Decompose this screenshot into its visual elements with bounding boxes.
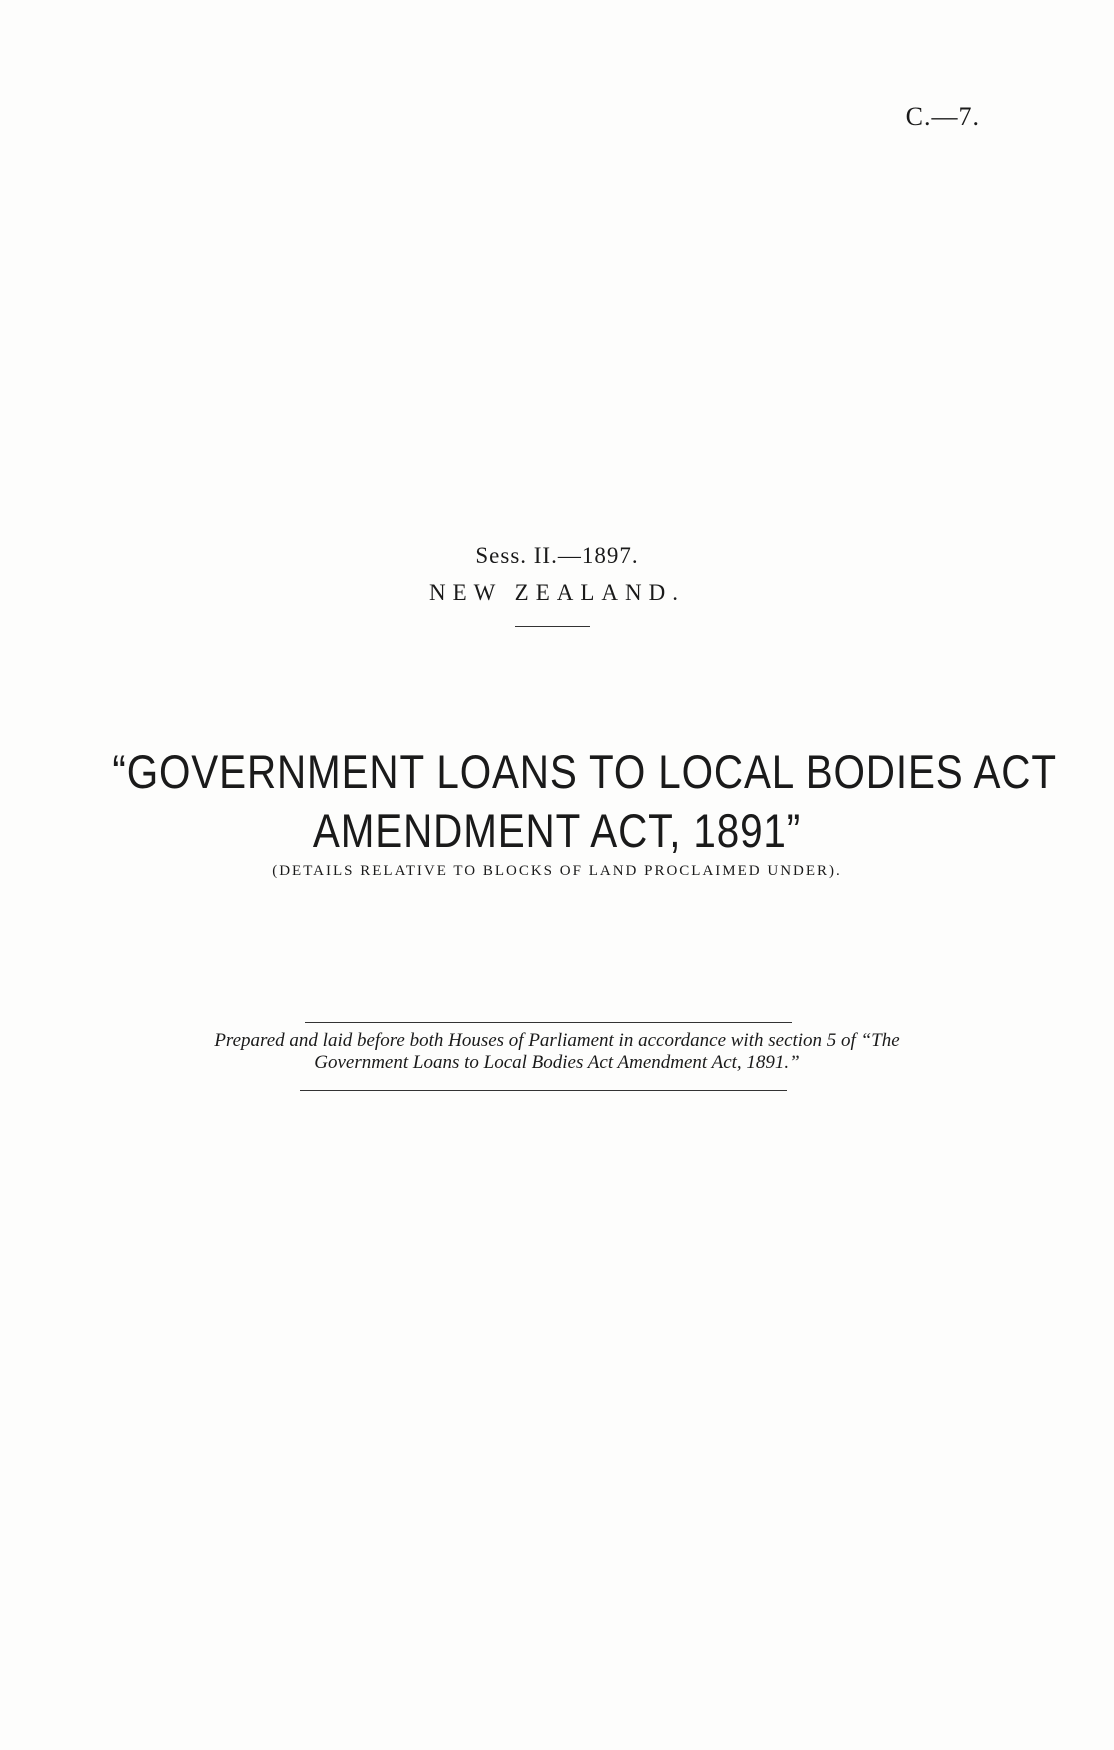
divider-rule-top <box>305 1022 792 1023</box>
title-line-1: “GOVERNMENT LOANS TO LOCAL BODIES ACT <box>112 745 1057 798</box>
prepared-line-2: Government Loans to Local Bodies Act Amendment Act, 1891.” <box>314 1052 800 1073</box>
prepared-statement <box>100 1030 1014 1074</box>
prepared-line-1: Prepared and laid before both Houses of Parliament in accordance with section 5 of “The <box>214 1030 900 1051</box>
session-label: Sess. II.—1897. <box>475 543 639 568</box>
document-title <box>112 742 1057 860</box>
document-subtitle: (DETAILS RELATIVE TO BLOCKS OF LAND PROCLAIMED UNDER). <box>272 863 842 879</box>
document-reference: C.—7. <box>905 102 980 131</box>
country-heading: NEW ZEALAND. <box>428 580 686 605</box>
divider-rule <box>515 626 590 627</box>
divider-rule-bottom <box>300 1090 787 1091</box>
title-line-2: AMENDMENT ACT, 1891” <box>312 804 802 857</box>
